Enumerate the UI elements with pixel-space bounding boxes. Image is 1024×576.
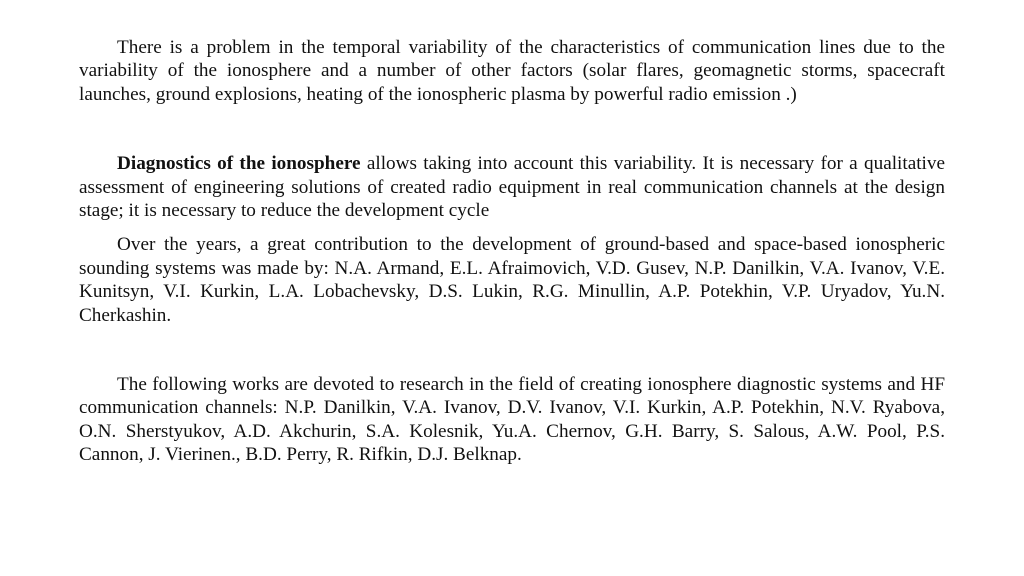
paragraph-research-works: The following works are devoted to research in the field of creating ionosphere diagnostic systems and HF communication channels: N.P. Danilkin, V.A. Ivanov, D.V. Ivanov, V.I. Kurkin, A.P. Potekhin, N.V. Ryabova, O.N. Sherstyukov, A.D. Akchurin, S.A. Kolesnik, Yu.A. Chernov, G.H. Barry, S. Salous, A.W. Pool, P.S. Cannon, J. Vierinen., B.D. Perry, R. Rifkin, D.J. Belknap. (79, 374, 945, 466)
paragraph-contributors: Over the years, a great contribution to the development of ground-based and space-based ionospheric sounding systems was made by: N.A. Armand, E.L. Afraimovich, V.D. Gusev, N.P. Danilkin, V.A. Ivanov, V.E. Kunitsyn, V.I. Kurkin, L.A. Lobachevsky, D.S. Lukin, R.G. Minullin, A.P. Potekhin, V.P. Uryadov, Yu.N. Cherkashin. (79, 234, 945, 326)
slide-content (79, 36, 945, 467)
diagnostics-text: allows taking into account this variability. It is necessary for a qualitative assessment of engineering solutions of created radio equipment in real communication channels at the design stage; it is necessary to reduce the development cycle (79, 153, 945, 222)
paragraph-diagnostics (79, 152, 945, 222)
paragraph-temporal-variability: There is a problem in the temporal variability of the characteristics of communication lines due to the variability of the ionosphere and a number of other factors (solar flares, geomagnetic storms, spacecraft launches, ground explosions, heating of the ionospheric plasma by powerful radio emission .) (79, 37, 945, 105)
diagnostics-heading-bold: Diagnostics of the ionosphere (117, 153, 361, 175)
